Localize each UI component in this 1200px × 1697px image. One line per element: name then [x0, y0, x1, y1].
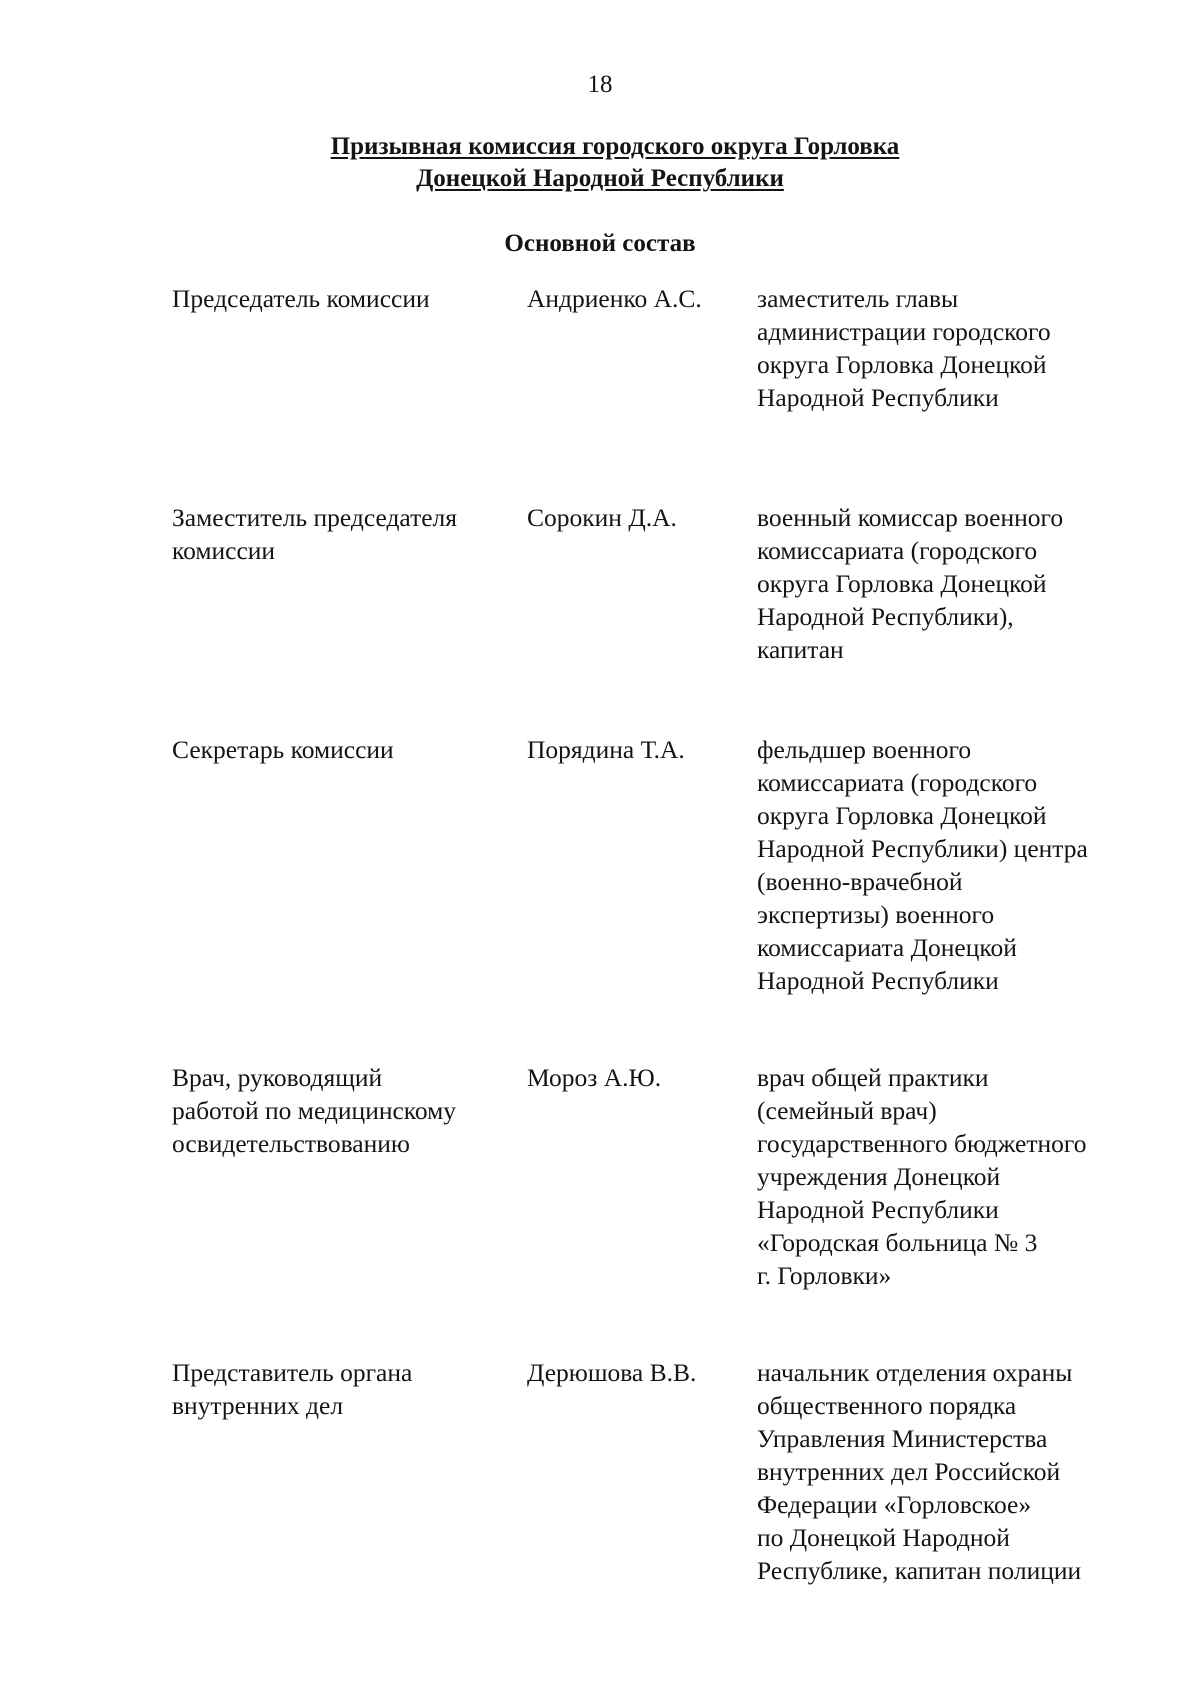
member-position-line: начальник отделения охраны	[757, 1358, 1073, 1387]
document-title	[0, 131, 1200, 195]
member-role-line: Председатель комиссии	[172, 284, 430, 313]
member-position-line: комиссариата (городского	[757, 536, 1038, 565]
member-name: Сорокин Д.А.	[527, 503, 677, 532]
member-role	[172, 733, 512, 766]
section-heading: Основной состав	[504, 230, 696, 257]
member-position	[757, 733, 1157, 997]
member-position-line: заместитель главы	[757, 284, 959, 313]
member-position-line: Республике, капитан полиции	[757, 1556, 1082, 1585]
member-position-line: государственного бюджетного	[757, 1129, 1087, 1158]
member-role-line: Секретарь комиссии	[172, 735, 394, 764]
member-position-line: экспертизы) военного	[757, 900, 995, 929]
member-role-line: освидетельствованию	[172, 1129, 410, 1158]
member-position-line: по Донецкой Народной	[757, 1523, 1010, 1552]
member-position-line: округа Горловка Донецкой	[757, 801, 1047, 830]
member-position-line: Народной Республики),	[757, 602, 1014, 631]
member-position	[757, 1061, 1157, 1292]
member-position-line: округа Горловка Донецкой	[757, 569, 1047, 598]
member-role-line: Заместитель председателя	[172, 503, 457, 532]
member-position-line: Народной Республики	[757, 1195, 999, 1224]
member-position-line: врач общей практики	[757, 1063, 989, 1092]
member-position-line: внутренних дел Российской	[757, 1457, 1061, 1486]
member-role-line: комиссии	[172, 536, 276, 565]
member-position-line: Управления Министерства	[757, 1424, 1048, 1453]
member-role	[172, 1061, 512, 1160]
member-position-line: военный комиссар военного	[757, 503, 1064, 532]
member-position-line: учреждения Донецкой	[757, 1162, 1001, 1191]
member-position-line: Федерации «Горловское»	[757, 1490, 1032, 1519]
member-role	[172, 282, 512, 315]
member-position-line: комиссариата (городского	[757, 768, 1038, 797]
member-position-line: общественного порядка	[757, 1391, 1017, 1420]
member-position	[757, 282, 1157, 414]
document-title-line-2: Донецкой Народной Республики	[416, 165, 784, 192]
member-role-line: Врач, руководящий	[172, 1063, 383, 1092]
member-role-line: Представитель органа	[172, 1358, 413, 1387]
member-position-line: Народной Республики	[757, 383, 999, 412]
member-position-line: округа Горловка Донецкой	[757, 350, 1047, 379]
member-position-line: (семейный врач)	[757, 1096, 937, 1125]
member-position-line: «Городская больница № 3	[757, 1228, 1038, 1257]
member-role	[172, 1356, 512, 1422]
member-position-line: г. Горловки»	[757, 1261, 892, 1290]
member-position	[757, 501, 1157, 666]
member-position	[757, 1356, 1157, 1587]
member-role-line: работой по медицинскому	[172, 1096, 457, 1125]
member-position-line: (военно-врачебной	[757, 867, 963, 896]
member-position-line: администрации городского	[757, 317, 1051, 346]
member-role-line: внутренних дел	[172, 1391, 344, 1420]
member-name: Мороз А.Ю.	[527, 1063, 662, 1092]
member-name: Андриенко А.С.	[527, 284, 702, 313]
member-position-line: Народной Республики) центра	[757, 834, 1088, 863]
document-title-line-1: Призывная комиссия городского округа Горловка	[330, 133, 900, 160]
member-name: Дерюшова В.В.	[527, 1358, 697, 1387]
member-position-line: фельдшер военного	[757, 735, 972, 764]
member-name: Порядина Т.А.	[527, 735, 685, 764]
member-position-line: комиссариата Донецкой	[757, 933, 1017, 962]
page-number: 18	[587, 71, 613, 98]
member-role	[172, 501, 512, 567]
member-position-line: Народной Республики	[757, 966, 999, 995]
member-position-line: капитан	[757, 635, 844, 664]
